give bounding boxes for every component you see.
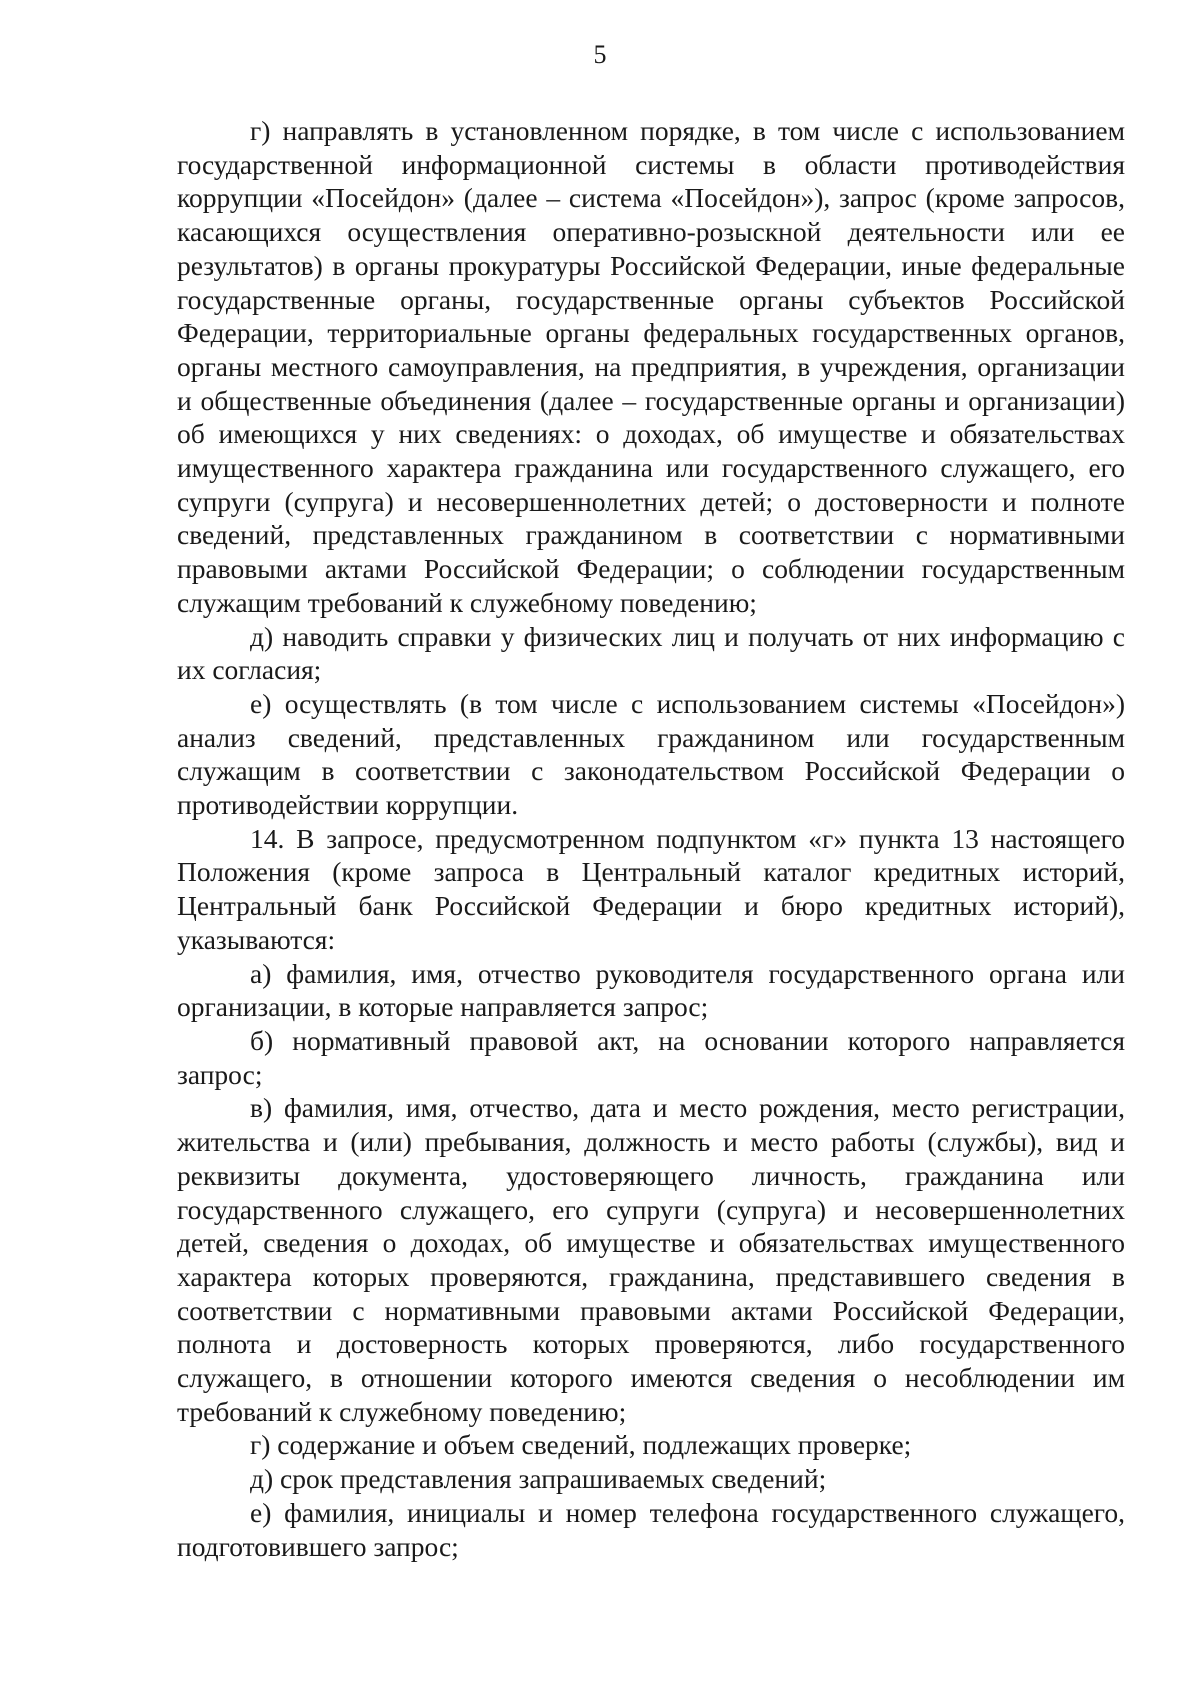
paragraph-14d: д) срок представления запрашиваемых сведений; — [250, 1463, 827, 1495]
paragraph-13g: г) направлять в установленном порядке, в том числе с использованием государственной информационной системы в области противодействия коррупции «Посейдон» (далее – система «Посейдон»), запрос (кроме запросов, касающихся осуществления оперативно-розыскной деятельности или ее результатов) в органы прокуратуры Российской Федерации, иные федеральные государственные органы, государственные органы субъектов Российской Федерации, территориальные органы федеральных государственных органов, органы местного самоуправления, на предприятия, в учреждения, организации и общественные объединения (далее – государственные органы и организации) об имеющихся у них сведениях: о доходах, об имуществе и обязательствах имущественного характера гражданина или государственного служащего, его супруги (супруга) и несовершеннолетних детей; о достоверности и полноте сведений, представленных гражданином в соответствии с нормативными правовыми актами Российской Федерации; о соблюдении государственным служащим требований к служебному поведению; — [177, 115, 1125, 618]
paragraph-13e: е) осуществлять (в том числе с использованием системы «Посейдон») анализ сведений, представленных гражданином или государственным служащим в соответствии с законодательством Российской Федерации о противодействии коррупции. — [177, 687, 1125, 821]
paragraph-14e: е) фамилия, инициалы и номер телефона государственного служащего, подготовившего запрос; — [177, 1496, 1125, 1562]
page-number: 5 — [593, 40, 607, 69]
paragraph-14: 14. В запросе, предусмотренном подпунктом «г» пункта 13 настоящего Положения (кроме запроса в Центральный каталог кредитных историй, Центральный банк Российской Федерации и бюро кредитных историй), указываются: — [177, 822, 1125, 955]
paragraph-14v: в) фамилия, имя, отчество, дата и место рождения, место регистрации, жительства и (или) пребывания, должность и место работы (службы), вид и реквизиты документа, удостоверяющего личность, гражданина или государственного служащего, его супруги (супруга) и несовершеннолетних детей, сведения о доходах, об имуществе и обязательствах имущественного характера которых проверяются, гражданина, представившего сведения в соответствии с нормативными правовыми актами Российской Федерации, полнота и достоверность которых проверяются, либо государственного служащего, в отношении которого имеются сведения о несоблюдении им требований к служебному поведению; — [177, 1092, 1125, 1427]
paragraph-14b: б) нормативный правовой акт, на основании которого направляется запрос; — [177, 1024, 1125, 1090]
paragraph-14a: а) фамилия, имя, отчество руководителя государственного органа или организации, в которые направляется запрос; — [177, 957, 1125, 1023]
document-body — [177, 114, 1125, 1563]
paragraph-14g: г) содержание и объем сведений, подлежащих проверке; — [250, 1429, 912, 1461]
paragraph-13d: д) наводить справки у физических лиц и получать от них информацию с их согласия; — [177, 620, 1125, 686]
